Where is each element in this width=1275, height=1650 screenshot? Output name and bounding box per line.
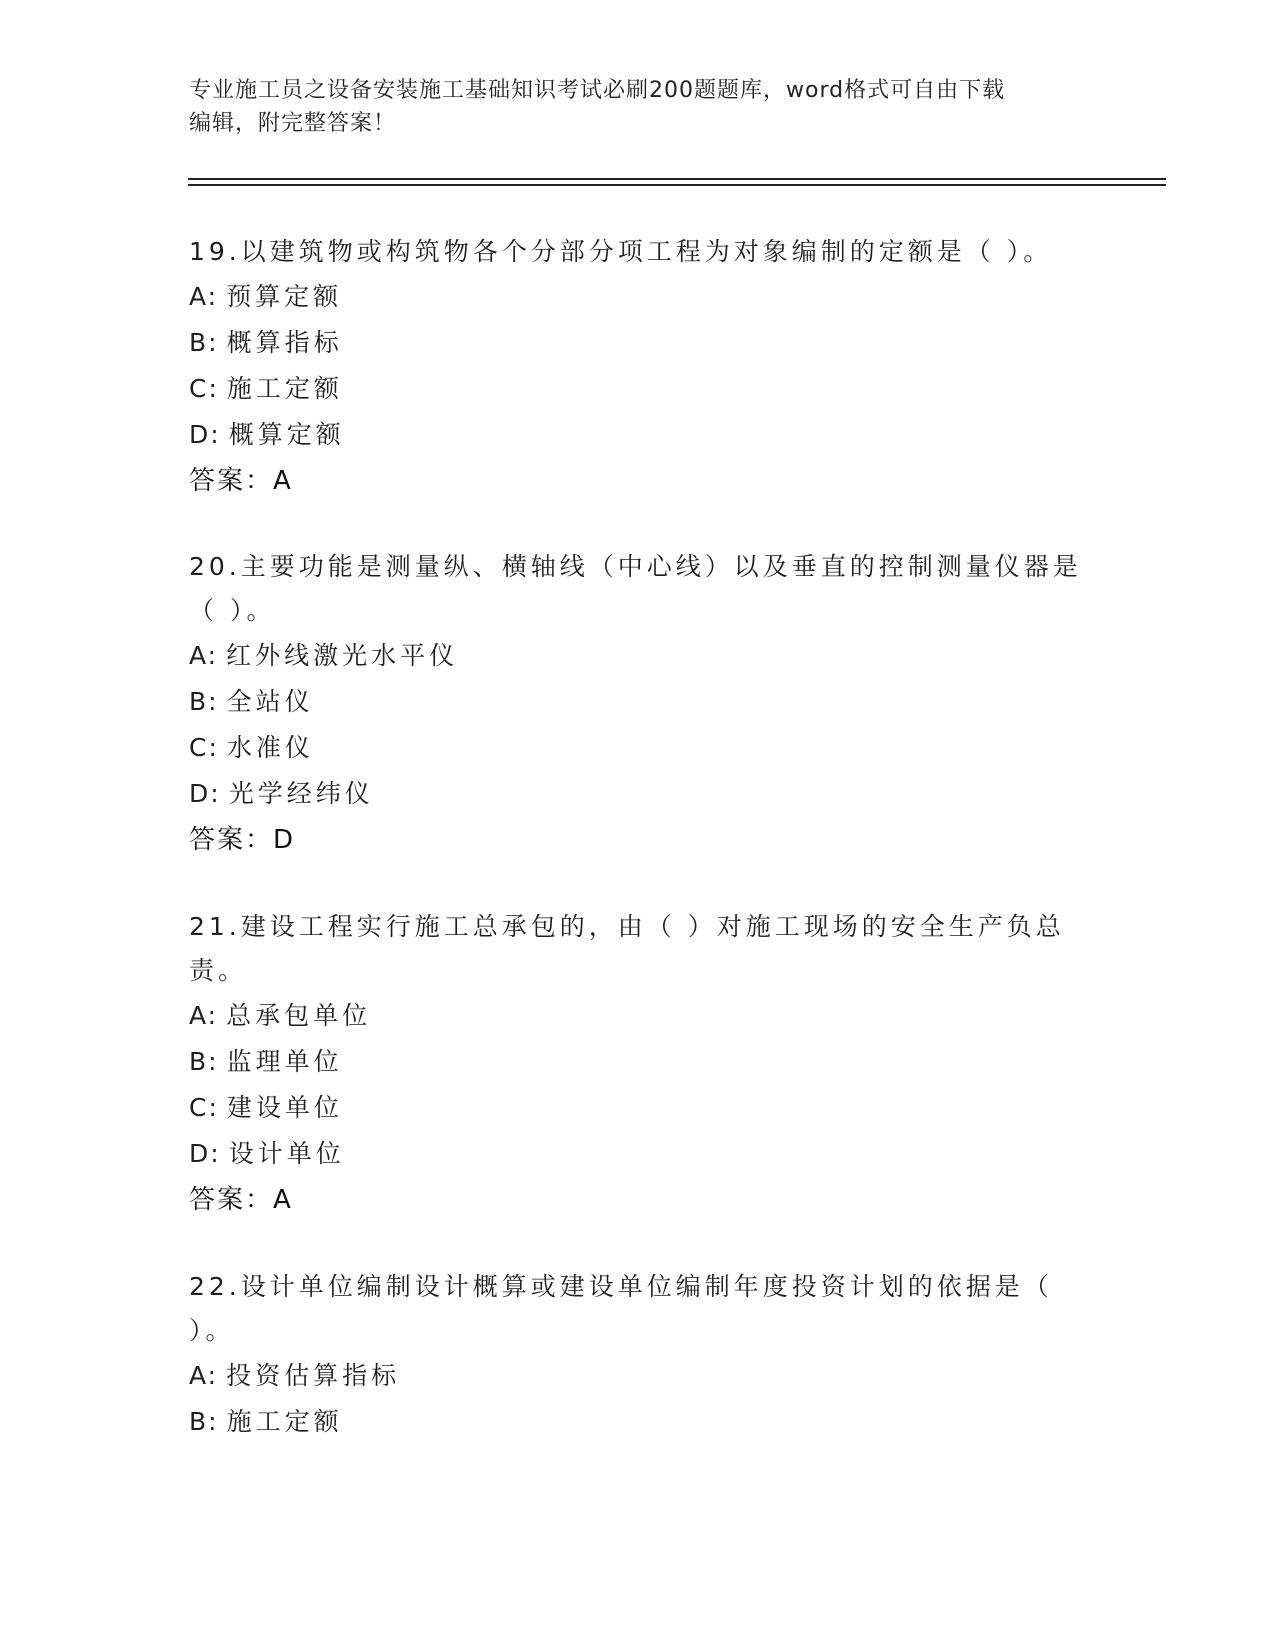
- question-stem: 19.以建筑物或构筑物各个分部分项工程为对象编制的定额是（ ）。: [189, 237, 1053, 266]
- answer-line: 答案：D: [189, 825, 296, 855]
- question-stem: 22.设计单位编制设计概算或建设单位编制年度投资计划的依据是（ ）。: [189, 1272, 1053, 1345]
- question-20: [189, 545, 1089, 863]
- option-text: 设计单位: [228, 1139, 345, 1168]
- option-b: [189, 1399, 1089, 1445]
- option-text: 红外线激光水平仪: [226, 641, 459, 670]
- header-divider-bottom: [188, 184, 1166, 186]
- option-c: [189, 725, 1089, 771]
- option-letter: B:: [189, 328, 219, 357]
- option-letter: C:: [189, 1093, 219, 1122]
- header-divider-top: [188, 178, 1166, 180]
- question-stem: 20.主要功能是测量纵、横轴线（中心线）以及垂直的控制测量仪器是（ ）。: [189, 552, 1082, 625]
- option-a: [189, 993, 1089, 1039]
- option-text: 光学经纬仪: [228, 779, 374, 808]
- option-letter: B:: [189, 1407, 219, 1436]
- option-letter: C:: [189, 733, 219, 762]
- option-c: [189, 1085, 1089, 1131]
- option-letter: C:: [189, 374, 219, 403]
- option-a: [189, 274, 1089, 320]
- header-line-1: 专业施工员之设备安装施工基础知识考试必刷200题题库，word格式可自由下载: [189, 78, 1006, 103]
- option-text: 建设单位: [226, 1093, 343, 1122]
- option-text: 概算定额: [228, 420, 345, 449]
- option-letter: A:: [189, 1001, 219, 1030]
- option-b: [189, 1039, 1089, 1085]
- option-text: 全站仪: [226, 687, 314, 716]
- option-letter: D:: [189, 420, 221, 449]
- question-22: [189, 1265, 1089, 1445]
- option-text: 施工定额: [226, 374, 343, 403]
- option-text: 水准仪: [226, 733, 314, 762]
- option-text: 施工定额: [226, 1407, 343, 1436]
- option-letter: A:: [189, 1361, 219, 1390]
- option-letter: A:: [189, 641, 219, 670]
- option-a: [189, 633, 1089, 679]
- option-d: [189, 1131, 1089, 1177]
- option-b: [189, 679, 1089, 725]
- header-line-2: 编辑，附完整答案！: [189, 111, 397, 136]
- option-d: [189, 412, 1089, 458]
- option-a: [189, 1353, 1089, 1399]
- option-text: 总承包单位: [226, 1001, 372, 1030]
- question-19: [189, 230, 1089, 504]
- option-letter: B:: [189, 1047, 219, 1076]
- option-d: [189, 771, 1089, 817]
- answer-line: 答案：A: [189, 1185, 293, 1215]
- option-letter: D:: [189, 779, 221, 808]
- option-text: 概算指标: [226, 328, 343, 357]
- option-text: 预算定额: [226, 282, 343, 311]
- option-text: 投资估算指标: [226, 1361, 401, 1390]
- document-header: [189, 74, 1089, 140]
- option-c: [189, 366, 1089, 412]
- answer-line: 答案：A: [189, 466, 293, 496]
- option-letter: D:: [189, 1139, 221, 1168]
- option-text: 监理单位: [226, 1047, 343, 1076]
- question-stem: 21.建设工程实行施工总承包的，由（ ）对施工现场的安全生产负总责。: [189, 912, 1065, 985]
- option-letter: A:: [189, 282, 219, 311]
- question-21: [189, 905, 1089, 1223]
- option-b: [189, 320, 1089, 366]
- option-letter: B:: [189, 687, 219, 716]
